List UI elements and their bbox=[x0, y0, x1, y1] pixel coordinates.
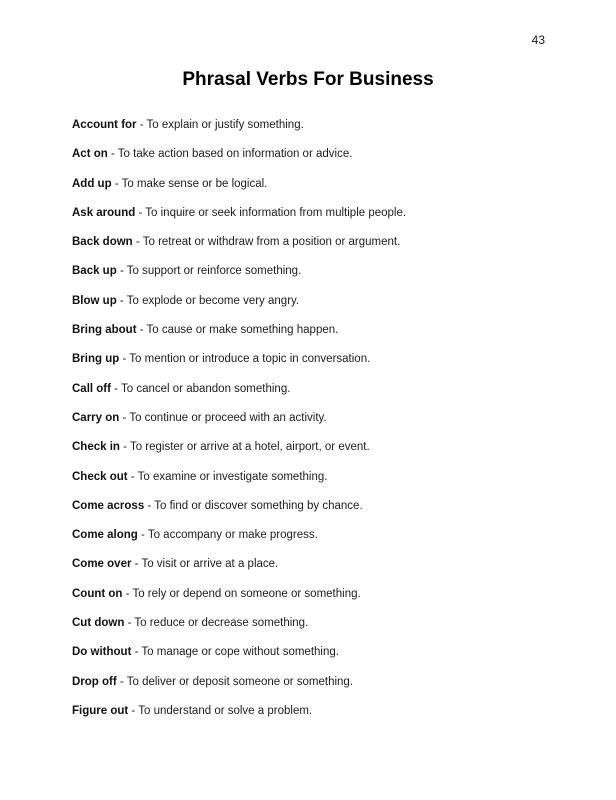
phrasal-verb-term: Blow up bbox=[72, 294, 117, 307]
phrasal-verb-definition: To inquire or seek information from multiple people. bbox=[145, 206, 407, 219]
phrasal-verb-definition: To manage or cope without something. bbox=[141, 646, 339, 659]
separator: - bbox=[119, 411, 130, 424]
separator: - bbox=[131, 646, 142, 659]
list-item bbox=[72, 675, 572, 704]
list-item bbox=[72, 616, 572, 645]
phrasal-verb-term: Come along bbox=[72, 529, 138, 542]
phrasal-verb-term: Come across bbox=[72, 499, 145, 512]
phrasal-verb-term: Bring about bbox=[72, 324, 137, 337]
phrasal-verb-term: Ask around bbox=[72, 206, 136, 219]
phrasal-verb-definition: To reduce or decrease something. bbox=[134, 617, 309, 630]
phrasal-verb-definition: To examine or investigate something. bbox=[137, 470, 328, 483]
phrasal-verb-definition: To explain or justify something. bbox=[146, 119, 304, 131]
phrasal-verb-term: Do without bbox=[72, 646, 132, 659]
list-item bbox=[72, 118, 572, 147]
phrasal-verb-term: Back up bbox=[72, 265, 117, 278]
phrasal-verb-definition: To retreat or withdraw from a position or argument. bbox=[142, 236, 401, 249]
phrasal-verb-definition: To take action based on information or advice. bbox=[117, 148, 353, 161]
phrasal-verb-list bbox=[72, 118, 572, 733]
separator: - bbox=[136, 324, 147, 337]
separator: - bbox=[122, 587, 133, 600]
list-item bbox=[72, 147, 572, 176]
list-item bbox=[72, 411, 572, 440]
list-item bbox=[72, 587, 572, 616]
phrasal-verb-definition: To register or arrive at a hotel, airport, or event. bbox=[129, 441, 370, 454]
list-item bbox=[72, 557, 572, 586]
list-item bbox=[72, 645, 572, 674]
phrasal-verb-definition: To continue or proceed with an activity. bbox=[129, 411, 327, 424]
phrasal-verb-term: Come over bbox=[72, 558, 132, 571]
separator: - bbox=[119, 353, 130, 366]
separator: - bbox=[131, 558, 142, 571]
page-number: 43 bbox=[531, 33, 545, 47]
separator: - bbox=[127, 470, 138, 483]
list-item bbox=[72, 294, 572, 323]
phrasal-verb-definition: To cancel or abandon something. bbox=[121, 382, 291, 395]
separator: - bbox=[110, 382, 121, 395]
phrasal-verb-definition: To rely or depend on someone or something. bbox=[132, 587, 361, 600]
separator: - bbox=[111, 177, 122, 190]
phrasal-verb-definition: To deliver or deposit someone or something. bbox=[126, 675, 354, 688]
phrasal-verb-term: Bring up bbox=[72, 353, 120, 366]
phrasal-verb-term: Call off bbox=[72, 382, 111, 395]
phrasal-verb-term: Back down bbox=[72, 236, 133, 249]
list-item bbox=[72, 352, 572, 381]
separator: - bbox=[119, 441, 130, 454]
separator: - bbox=[124, 617, 135, 630]
phrasal-verb-term: Add up bbox=[72, 177, 112, 190]
page-title: Phrasal Verbs For Business bbox=[182, 69, 434, 90]
list-item bbox=[72, 206, 572, 235]
separator: - bbox=[128, 704, 139, 717]
phrasal-verb-term: Cut down bbox=[72, 617, 125, 630]
list-item bbox=[72, 264, 572, 293]
list-item bbox=[72, 499, 572, 528]
phrasal-verb-definition: To visit or arrive at a place. bbox=[141, 558, 279, 571]
separator: - bbox=[116, 294, 127, 307]
phrasal-verb-term: Account for bbox=[72, 119, 137, 131]
phrasal-verb-definition: To explode or become very angry. bbox=[126, 294, 300, 307]
separator: - bbox=[136, 119, 147, 131]
phrasal-verb-term: Check out bbox=[72, 470, 128, 483]
list-item bbox=[72, 382, 572, 411]
separator: - bbox=[137, 529, 148, 542]
separator: - bbox=[116, 265, 127, 278]
list-item bbox=[72, 470, 572, 499]
phrasal-verb-definition: To accompany or make progress. bbox=[147, 529, 318, 542]
phrasal-verb-definition: To understand or solve a problem. bbox=[138, 704, 313, 717]
list-item bbox=[72, 235, 572, 264]
phrasal-verb-definition: To cause or make something happen. bbox=[146, 324, 339, 337]
separator: - bbox=[132, 236, 143, 249]
phrasal-verb-term: Carry on bbox=[72, 411, 120, 424]
phrasal-verb-term: Act on bbox=[72, 148, 108, 161]
phrasal-verb-definition: To support or reinforce something. bbox=[126, 265, 302, 278]
separator: - bbox=[116, 675, 127, 688]
separator: - bbox=[107, 148, 118, 161]
phrasal-verb-term: Check in bbox=[72, 441, 120, 454]
phrasal-verb-term: Drop off bbox=[72, 675, 117, 688]
separator: - bbox=[144, 499, 155, 512]
phrasal-verb-definition: To mention or introduce a topic in conversation. bbox=[129, 353, 371, 366]
list-item bbox=[72, 704, 572, 733]
phrasal-verb-term: Figure out bbox=[72, 704, 129, 717]
list-item bbox=[72, 440, 572, 469]
list-item bbox=[72, 528, 572, 557]
phrasal-verb-term: Count on bbox=[72, 587, 123, 600]
phrasal-verb-definition: To make sense or be logical. bbox=[121, 177, 268, 190]
separator: - bbox=[135, 206, 146, 219]
phrasal-verb-definition: To find or discover something by chance. bbox=[154, 499, 363, 512]
list-item bbox=[72, 323, 572, 352]
list-item bbox=[72, 177, 572, 206]
